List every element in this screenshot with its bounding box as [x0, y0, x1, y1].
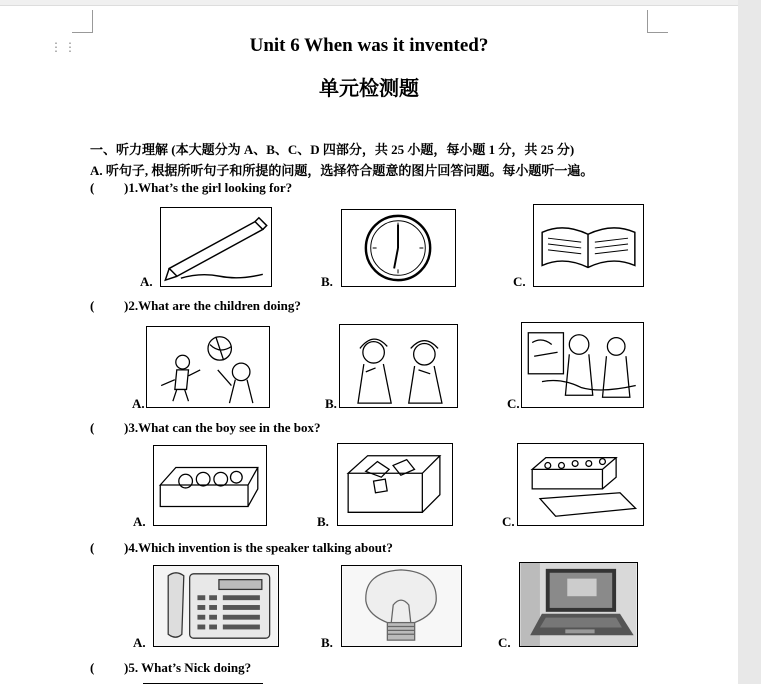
- answer-blank[interactable]: (: [90, 180, 95, 195]
- answer-blank[interactable]: (: [90, 660, 95, 675]
- vertical-scrollbar[interactable]: [738, 0, 761, 684]
- document-title: Unit 6 When was it invented?: [249, 35, 489, 56]
- section-instruction: A. 听句子, 根据所听句子和所提的问题，选择符合题意的图片回答问题。每小题听一遍。: [90, 163, 594, 178]
- crop-mark-top-left: [72, 10, 93, 33]
- answer-blank[interactable]: (: [90, 420, 95, 435]
- children-playing-ball-icon: [146, 326, 270, 408]
- question-1: [90, 180, 292, 196]
- question-3: [90, 420, 320, 436]
- question-4: [90, 540, 393, 556]
- option-label: B.: [325, 396, 337, 411]
- answer-blank[interactable]: (: [90, 298, 95, 313]
- option-label: B.: [321, 635, 333, 650]
- document-subtitle: 单元检测题: [319, 76, 419, 100]
- pencil-icon: [160, 207, 272, 287]
- telephone-icon: [153, 565, 279, 647]
- clock-icon: [341, 209, 456, 287]
- question-text: )2.What are the children doing?: [124, 298, 301, 313]
- question-5: [90, 660, 251, 676]
- option-label: C.: [507, 396, 520, 411]
- laptop-icon: [519, 562, 638, 647]
- option-label: A.: [133, 635, 146, 650]
- question-text: )4.Which invention is the speaker talking about?: [124, 540, 393, 555]
- option-label: A.: [133, 514, 146, 529]
- question-text: )1.What’s the girl looking for?: [124, 180, 293, 195]
- drag-handle-icon[interactable]: ⋮⋮: [50, 40, 78, 54]
- option-label: C.: [513, 274, 526, 289]
- box-of-toys-icon: [337, 443, 453, 526]
- option-label: A.: [140, 274, 153, 289]
- section-title: 一、听力理解 (本大题分为 A、B、C、D 四部分，共 25 小题，每小题 1 分，共 25 分): [90, 142, 575, 157]
- crop-mark-top-right: [647, 10, 668, 33]
- ruler-strip: [0, 0, 738, 6]
- answer-blank[interactable]: (: [90, 540, 95, 555]
- children-painting-icon: [521, 322, 644, 408]
- question-text: )5. What’s Nick doing?: [124, 660, 252, 675]
- girls-eating-icon: [339, 324, 458, 408]
- question-text: )3.What can the boy see in the box?: [124, 420, 321, 435]
- option-label: C.: [498, 635, 511, 650]
- box-of-flowers-icon: [517, 443, 644, 526]
- option-label: A.: [132, 396, 145, 411]
- option-label: B.: [321, 274, 333, 289]
- option-label: C.: [502, 514, 515, 529]
- light-bulb-icon: [341, 565, 462, 647]
- open-book-icon: [533, 204, 644, 287]
- option-label: B.: [317, 514, 329, 529]
- box-of-pears-icon: [153, 445, 267, 526]
- question-2: [90, 298, 301, 314]
